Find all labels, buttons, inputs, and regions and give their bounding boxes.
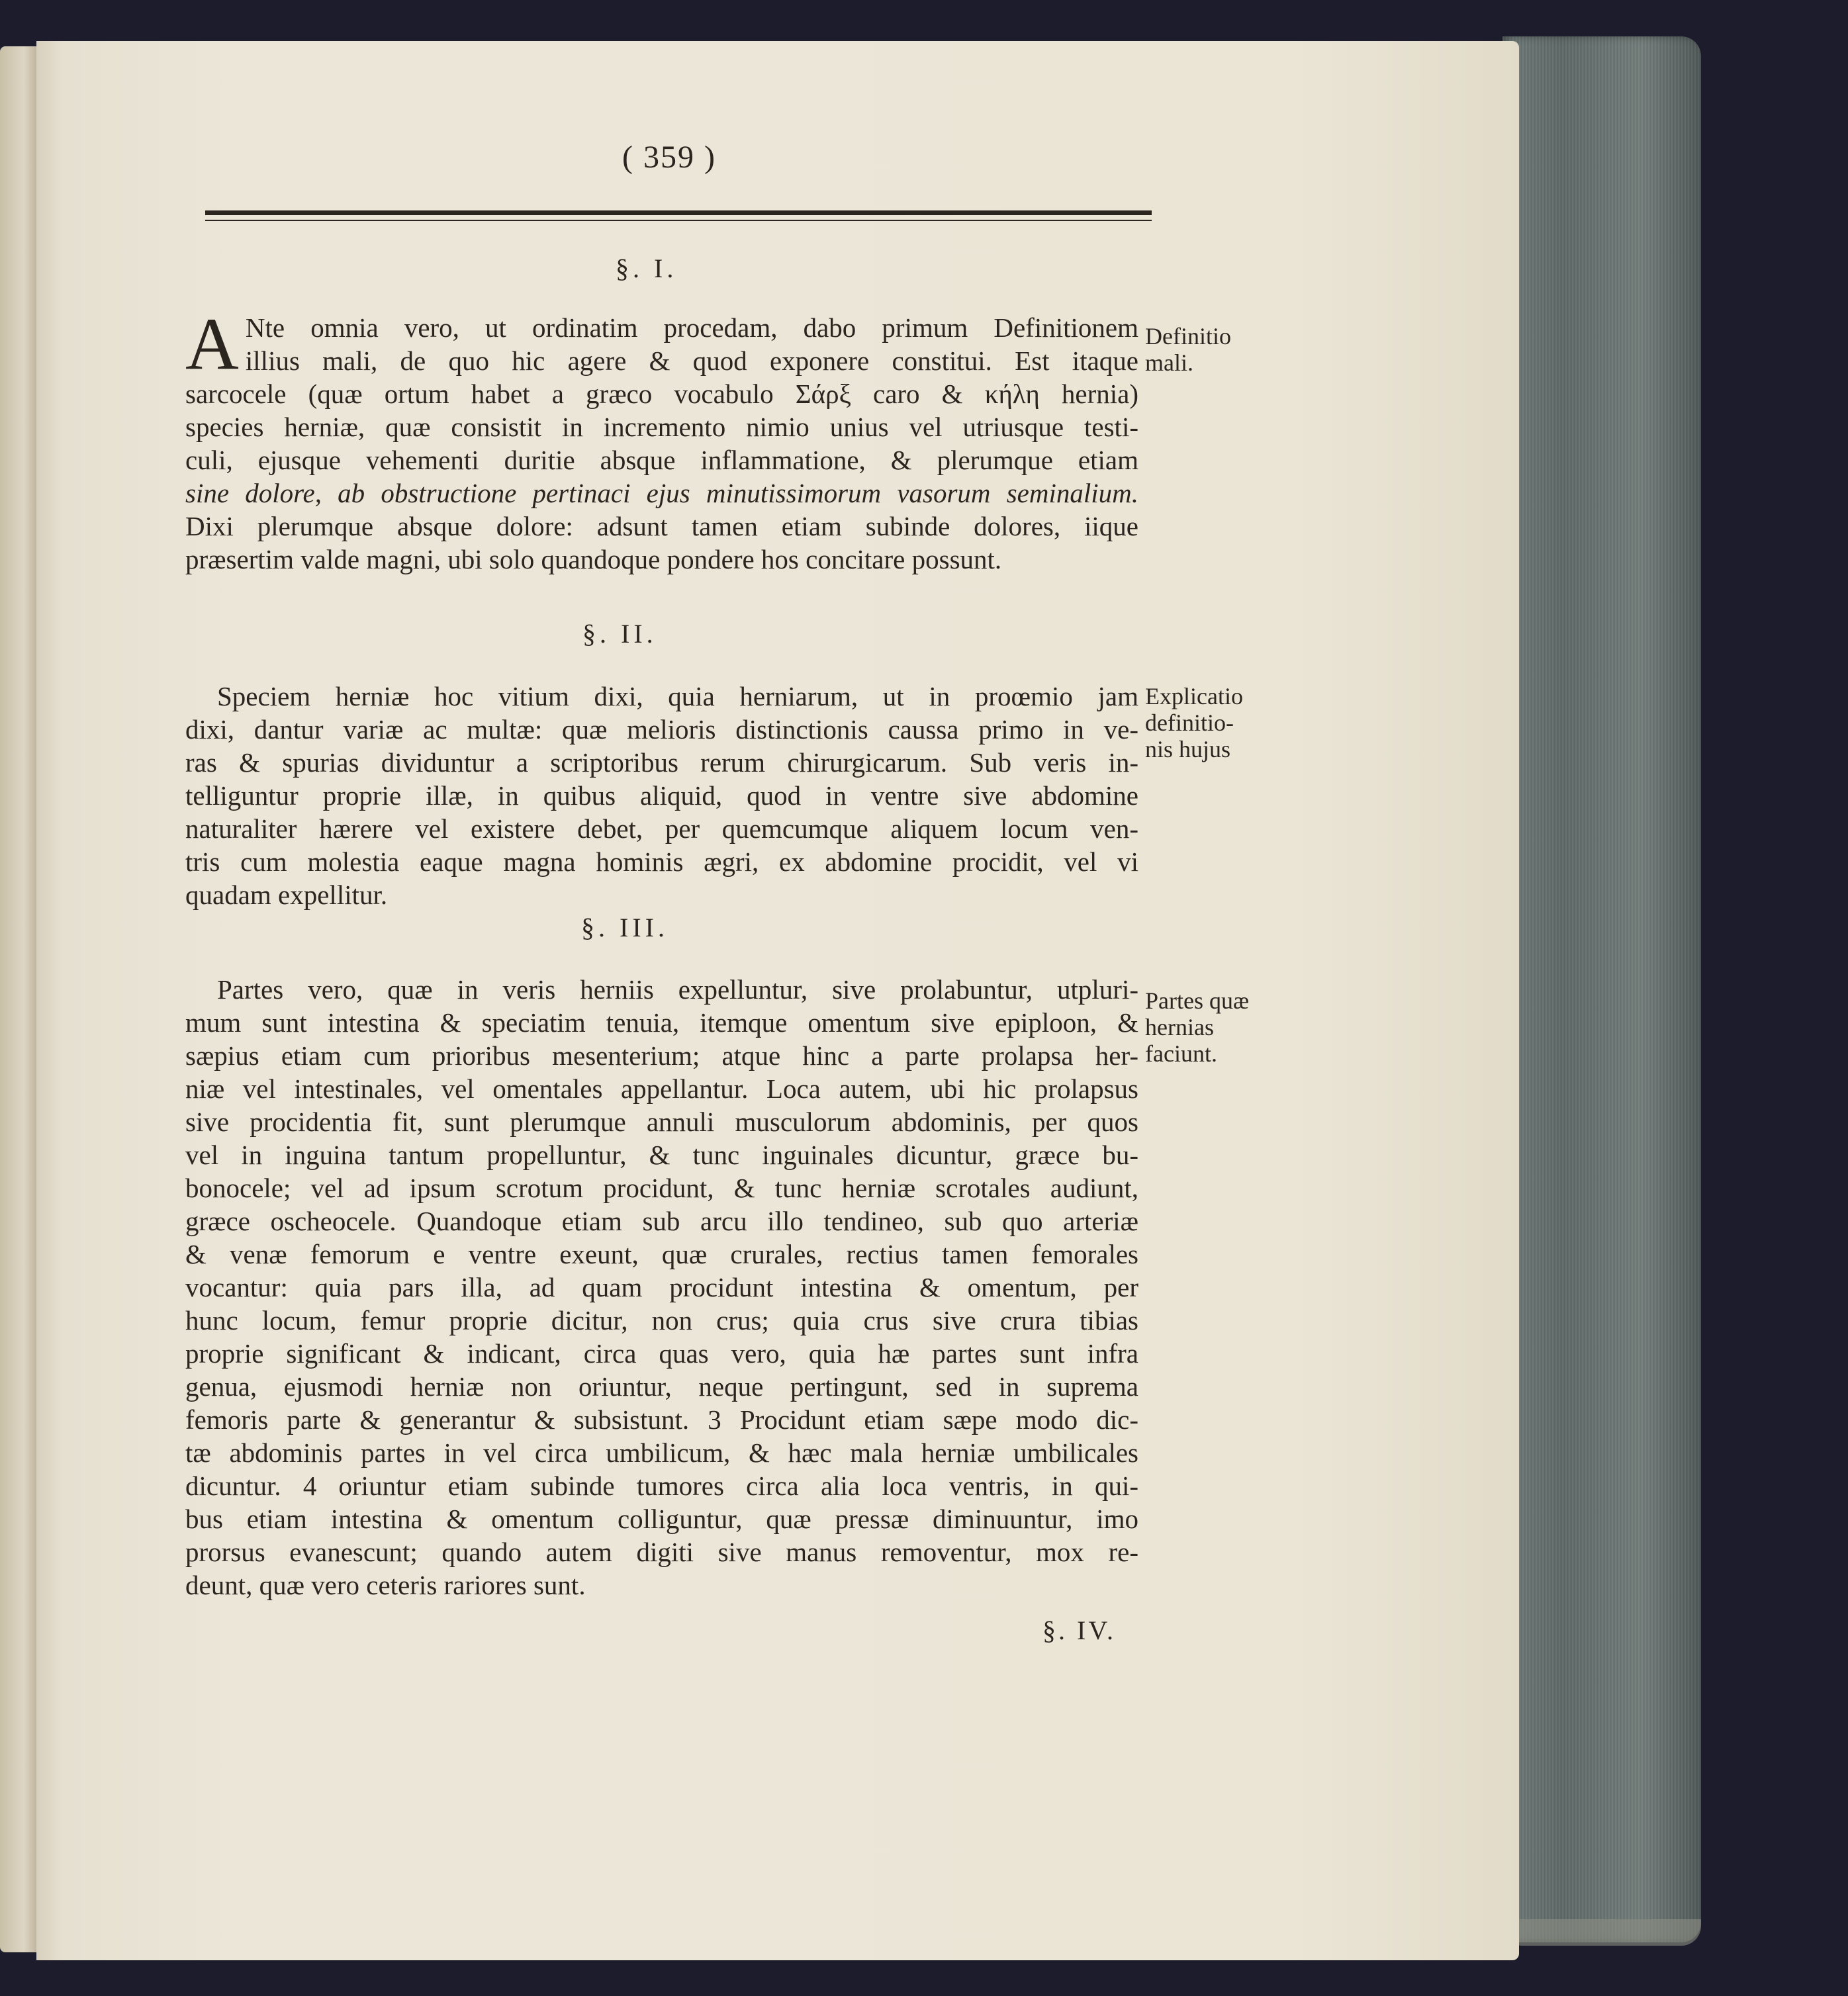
text-line: telliguntur proprie illæ, in quibus aliquid, quod in ventre sive abdomine bbox=[185, 780, 1138, 811]
margin-note-line: Partes quæ bbox=[1145, 987, 1249, 1014]
header-rule-thin bbox=[205, 220, 1152, 221]
text-line: hunc locum, femur proprie dicitur, non crus; quia crus sive crura tibias bbox=[185, 1305, 1138, 1336]
text-line: sive procidentia fit, sunt plerumque annuli musculorum abdominis, per quos bbox=[185, 1107, 1138, 1137]
margin-note-line: mali. bbox=[1145, 349, 1193, 376]
page-number: ( 359 ) bbox=[622, 140, 716, 175]
text-line: niæ vel intestinales, vel omentales appellantur. Loca autem, ubi hic prolapsus bbox=[185, 1073, 1138, 1104]
margin-note-3 bbox=[1145, 987, 1249, 1067]
text-line: Speciem herniæ hoc vitium dixi, quia herniarum, ut in proœmio jam bbox=[217, 681, 1138, 711]
text-line: naturaliter hærere vel existere debet, per quemcumque aliquem locum ven- bbox=[185, 813, 1138, 844]
margin-note-line: hernias bbox=[1145, 1014, 1214, 1040]
text-line: sæpius etiam cum prioribus mesenterium; atque hinc a parte prolapsa her- bbox=[185, 1040, 1138, 1071]
text-line: deunt, quæ vero ceteris rariores sunt. bbox=[185, 1570, 586, 1600]
book-fore-edge bbox=[1502, 36, 1701, 1942]
text-line: bus etiam intestina & omentum colliguntur, quæ pressæ diminuuntur, imo bbox=[185, 1504, 1138, 1534]
text-line: sarcocele (quæ ortum habet a græco vocabulo Σάρξ caro & κήλη hernia) bbox=[185, 379, 1138, 409]
text-line: ras & spurias dividuntur a scriptoribus rerum chirurgicarum. Sub veris in- bbox=[185, 747, 1138, 778]
section-heading-2: §. II. bbox=[582, 619, 657, 649]
book-fore-edge-bottom bbox=[1502, 1919, 1701, 1946]
margin-note-line: Definitio bbox=[1145, 323, 1231, 349]
text-line: Dixi plerumque absque dolore: adsunt tamen etiam subinde dolores, iique bbox=[185, 511, 1138, 541]
section-3-paragraph bbox=[185, 973, 1138, 1602]
margin-note-line: definitio- bbox=[1145, 709, 1234, 736]
text-line: femoris parte & generantur & subsistunt. 3 Procidunt etiam sæpe modo dic- bbox=[185, 1404, 1138, 1435]
section-2-paragraph bbox=[185, 680, 1138, 911]
text-line: Partes vero, quæ in veris herniis expelluntur, sive prolabuntur, utpluri- bbox=[217, 974, 1138, 1005]
section-1-paragraph bbox=[185, 303, 1138, 576]
text-line: proprie significant & indicant, circa quas vero, quia hæ partes sunt infra bbox=[185, 1338, 1138, 1369]
text-line: quadam expellitur. bbox=[185, 880, 388, 910]
margin-note-2 bbox=[1145, 683, 1243, 762]
left-page-edge bbox=[0, 46, 40, 1952]
text-line: vel in inguina tantum propelluntur, & tunc inguinales dicuntur, græce bu- bbox=[185, 1140, 1138, 1170]
text-line: illius mali, de quo hic agere & quod exponere constitui. Est itaque bbox=[245, 345, 1138, 376]
text-line: mum sunt intestina & speciatim tenuia, itemque omentum sive epiploon, & bbox=[185, 1007, 1138, 1038]
text-line: dicuntur. 4 oriuntur etiam subinde tumores circa alia loca ventris, in qui- bbox=[185, 1471, 1138, 1501]
catchword: §. IV. bbox=[1042, 1615, 1117, 1645]
margin-note-line: Explicatio bbox=[1145, 683, 1243, 709]
text-line: dixi, dantur variæ ac multæ: quæ melioris distinctionis caussa primo in ve- bbox=[185, 714, 1138, 745]
header-rule bbox=[205, 210, 1152, 215]
text-line: sine dolore, ab obstructione pertinaci ejus minutissimorum vasorum seminalium. bbox=[185, 478, 1138, 508]
drop-cap: A bbox=[185, 303, 239, 385]
text-line: tris cum molestia eaque magna hominis ægri, ex abdomine procidit, vel vi bbox=[185, 846, 1138, 877]
text-line: græce oscheocele. Quandoque etiam sub arcu illo tendineo, sub quo arteriæ bbox=[185, 1206, 1138, 1236]
text-line: & venæ femorum e ventre exeunt, quæ crurales, rectius tamen femorales bbox=[185, 1239, 1138, 1269]
text-line: tæ abdominis partes in vel circa umbilicum, & hæc mala herniæ umbilicales bbox=[185, 1437, 1138, 1468]
section-heading-1: §. I. bbox=[616, 253, 678, 283]
margin-note-line: nis hujus bbox=[1145, 736, 1231, 762]
text-line: genua, ejusmodi herniæ non oriuntur, neque pertingunt, sed in suprema bbox=[185, 1371, 1138, 1402]
margin-note-1 bbox=[1145, 323, 1231, 376]
text-line: vocantur: quia pars illa, ad quam procidunt intestina & omentum, per bbox=[185, 1272, 1138, 1302]
text-line: præsertim valde magni, ubi solo quandoque pondere hos concitare possunt. bbox=[185, 544, 1002, 574]
text-line: culi, ejusque vehementi duritie absque inflammatione, & plerumque etiam bbox=[185, 445, 1138, 475]
text-line: bonocele; vel ad ipsum scrotum procidunt, & tunc herniæ scrotales audiunt, bbox=[185, 1173, 1138, 1203]
margin-note-line: faciunt. bbox=[1145, 1040, 1217, 1067]
text-line: Nte omnia vero, ut ordinatim procedam, dabo primum Definitionem bbox=[245, 312, 1138, 343]
section-heading-3: §. III. bbox=[581, 913, 669, 942]
text-line: prorsus evanescunt; quando autem digiti sive manus removentur, mox re- bbox=[185, 1537, 1138, 1567]
text-line: species herniæ, quæ consistit in incremento nimio unius vel utriusque testi- bbox=[185, 412, 1138, 442]
